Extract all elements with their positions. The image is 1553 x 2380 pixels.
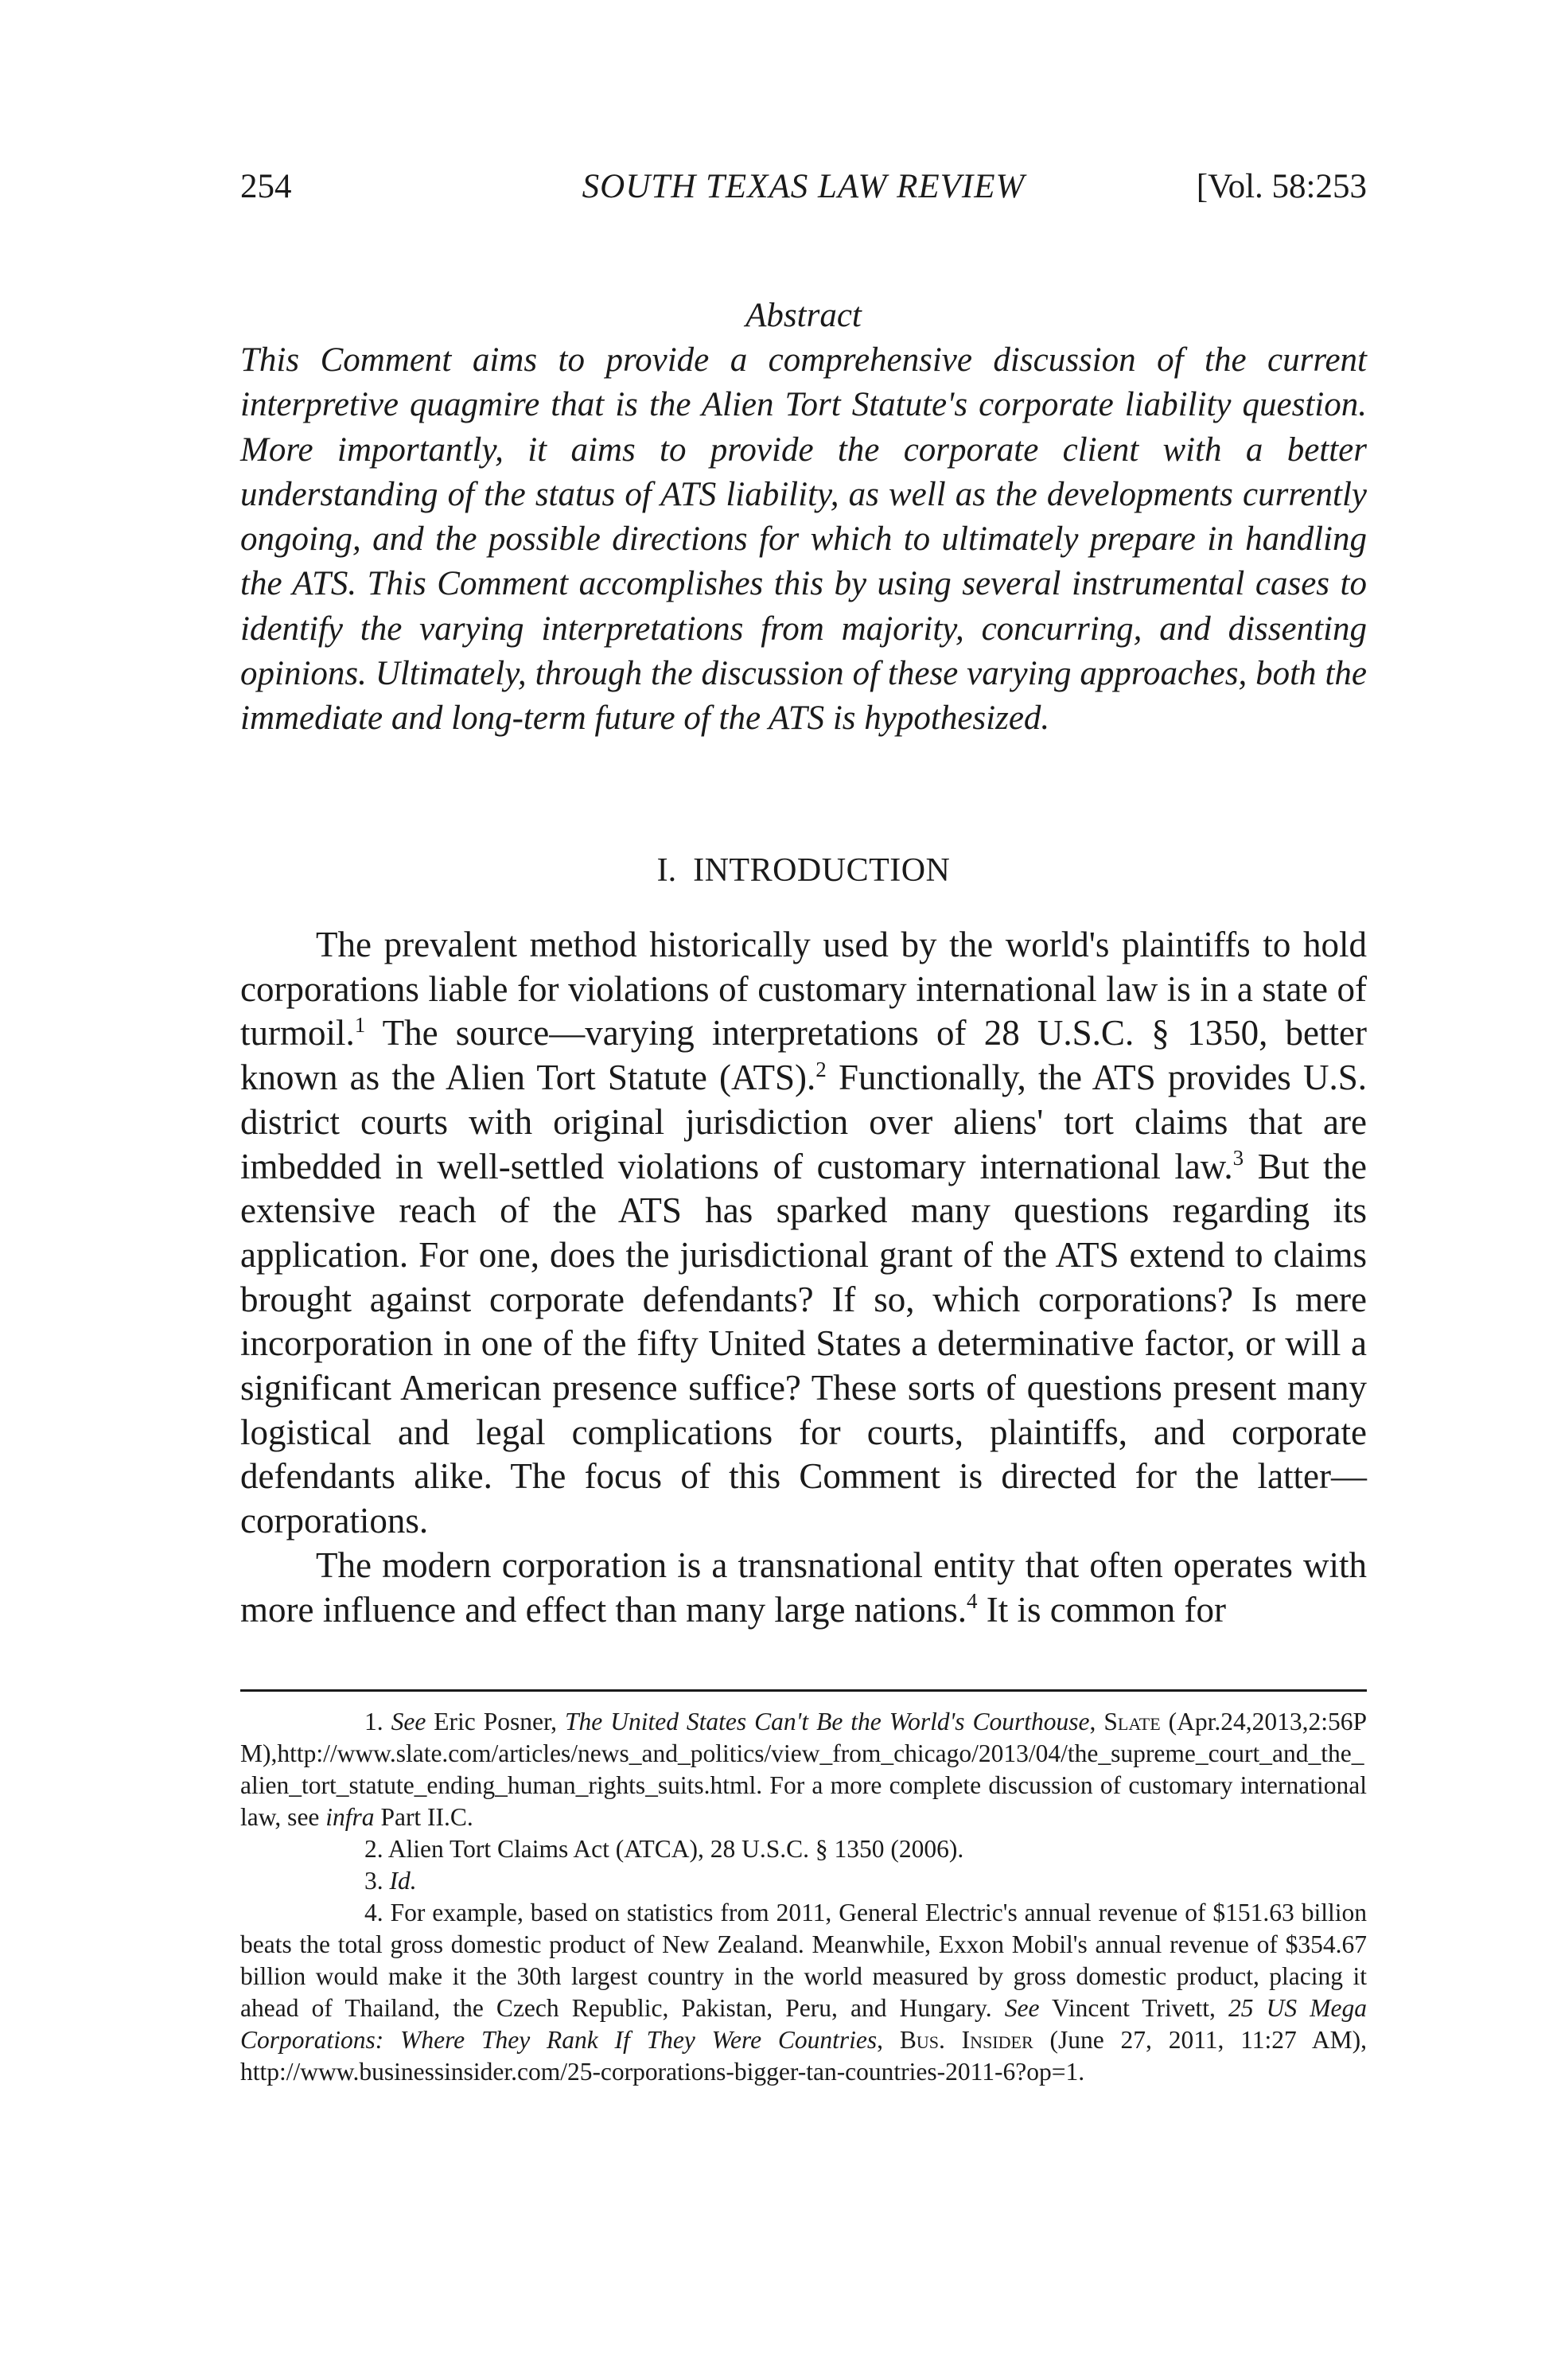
body-sentence: Functionally, the ATS provides U.S. district courts with original jurisdiction over aliens' tort claims that are imbedded in well-settled violations of customary international law. [240,1058,1368,1186]
section-title: INTRODUCTION [693,852,951,889]
citation-punct: , [877,2026,900,2054]
body-sentence: The source—varying interpretations of 28 U.S.C. § 1350, better known as the Alien Tort Statute (ATS). [240,1013,1367,1098]
body-sentence: It is common for [977,1589,1226,1630]
footnote-text: For example, based on statistics from 2011, General Electric's annual revenue of $151.63 billion beats the total gross domestic product of New Zealand. Meanwhile, Exxon Mobil's annual revenue of $354.67 billion would make it the 30th largest country in the world measured by gross domestic product, placing it ahead of Thailand, the Czech Republic, Pakistan, Peru, and Hungary. [240,1899,1367,2022]
abstract-text: This Comment aims to provide a comprehensive discussion of the current interpretive quagmire that is the Alien Tort Statute's corporate liability question. More importantly, it aims to provide the corporate client with a better understanding of the status of ATS liability, as well as the developments currently ongoing, and the possible directions for which to ultimately prepare in handling the ATS. This Comment accomplishes this by using several instrumental cases to identify the varying interpretations from majority, concurring, and dissenting opinions. Ultimately, through the discussion of these varying approaches, both the immediate and long-term future of the ATS is hypothesized. [240,341,1367,738]
footnote-ref-4[interactable]: 4 [967,1589,978,1614]
section-heading [240,851,1367,890]
section-number: I. [656,852,677,889]
footnote-number: 1. [364,1708,383,1735]
volume-citation: [Vol. 58:253 [1196,168,1367,205]
footnote-number: 3. [364,1867,383,1895]
citation-title: The United States Can't Be the World's Courthouse [565,1708,1090,1735]
footnote-number: 4. [364,1899,383,1926]
footnote-ref-3[interactable]: 3 [1232,1146,1244,1171]
body-paragraph-1 [240,923,1367,1544]
citation-end: Part II.C. [374,1803,473,1831]
footnote-4 [240,1897,1367,2088]
citation-author: Eric Posner, [426,1708,566,1735]
footnote-ref-1[interactable]: 1 [354,1013,366,1038]
citation-signal: See [391,1708,426,1735]
citation-details[interactable]: (June 27, 2011, 11:27 AM), http://www.businessinsider.com/25-corporations-bigger-tan-countries-2011-6?op=1. [240,2026,1368,2086]
footnote-1 [240,1706,1367,1833]
citation-details[interactable]: (Apr.24,2013,2:56PM),http://www.slate.com/articles/news_and_politics/view_from_chicago/2013/04/the_supreme_court_and_the_alien_tort_statute_ending_human_rights_suits.html. For a more complete discussion of customary international law, see [240,1708,1368,1831]
citation-title: 25 US Mega Corporations: Where They Rank If They Were Countries [240,1994,1367,2054]
footnote-number: 2. [364,1835,383,1863]
citation-source: Slate [1103,1708,1161,1735]
footnote-ref-2[interactable]: 2 [815,1057,827,1081]
footnote-3 [240,1865,1367,1897]
footnote-2 [240,1833,1367,1865]
body-paragraph-2 [240,1544,1367,1632]
page-number: 254 [240,168,292,205]
abstract-title: Abstract [745,297,862,334]
citation-signal: See [1004,1994,1040,2022]
cross-reference: infra [325,1803,375,1831]
citation-punct: , [1089,1708,1104,1735]
body-sentence: The prevalent method historically used by the world's plaintiffs to hold corporations liable for violations of customary international law is in a state of turmoil. [240,925,1367,1054]
body-sentence: The modern corporation is a transnational entity that often operates with more influence and effect than many large nations. [240,1544,1367,1630]
footnote-text: Alien Tort Claims Act (ATCA), 28 U.S.C. § 1350 (2006). [387,1835,964,1863]
citation-author: Vincent Trivett, [1039,1994,1229,2022]
journal-title: SOUTH TEXAS LAW REVIEW [582,168,1026,205]
body-sentence: But the extensive reach of the ATS has sparked many questions regarding its application. For one, does the jurisdictional grant of the ATS extend to claims brought against corporate defendants? If so, which corporations? Is mere incorporation in one of the fifty United States a determinative factor, or will a significant American presence suffice? These sorts of questions present many logistical and legal complications for courts, plaintiffs, and corporate defendants alike. The focus of this Comment is directed for the latter—corporations. [240,1146,1367,1541]
running-header [240,167,1367,215]
citation-source: Bus. Insider [899,2026,1033,2054]
footnote-text: Id. [389,1867,417,1895]
footnotes [240,1706,1367,2088]
footnote-divider [240,1689,1367,1692]
body-text [240,923,1367,1632]
